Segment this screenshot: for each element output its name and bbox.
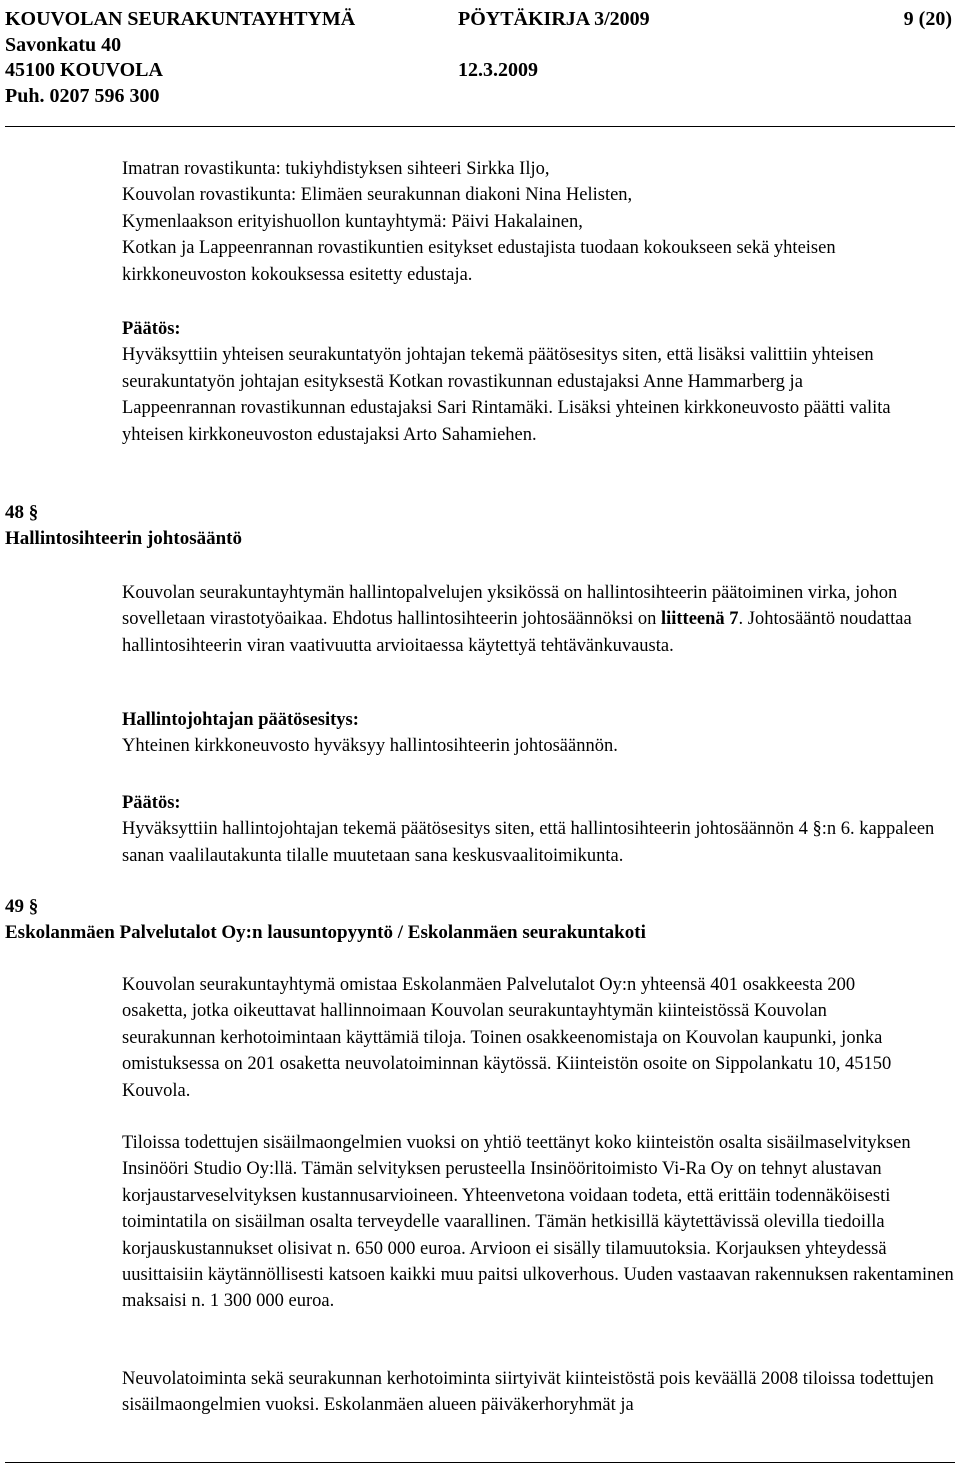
section-48-body	[122, 580, 954, 659]
header-date: 12.3.2009	[458, 59, 538, 81]
section-49-paragraph-2	[122, 1130, 954, 1315]
header-phone: Puh. 0207 596 300	[5, 85, 160, 107]
decision-text: Hyväksyttiin yhteisen seurakuntatyön johtajan tekemä päätösesitys siten, että lisäksi valittiin yhteisen seurakuntatyön johtajan esityksestä Kotkan rovastikunnan edustajaksi Anne Hammarberg ja Lappeenrannan rovastikunnan edustajaksi Sari Rintamäki. Lisäksi yhteinen kirkkoneuvosto päätti valita yhteisen kirkkoneuvoston edustajaksi Arto Sahamiehen.	[122, 345, 891, 445]
section-48-text-part: Kouvolan seurakuntayhtymän hallintopalvelujen yksikössä on hallintosihteerin päätoiminen virka, johon sovelletaan virastotyöaikaa. Ehdotus hallintosihteerin johtosäännöksi on	[122, 583, 898, 630]
decision-label: Päätös:	[122, 319, 181, 339]
section-49-paragraph-1	[122, 972, 954, 1104]
header-street-address: Savonkatu 40	[5, 34, 122, 56]
section-48-decision	[122, 790, 954, 869]
section-48-title: Hallintosihteerin johtosääntö	[5, 528, 242, 549]
header-postal-address: 45100 KOUVOLA	[5, 59, 163, 81]
intro-block	[122, 156, 954, 288]
section-48-paragraph	[122, 580, 922, 659]
paragraph: Kouvolan seurakuntayhtymä omistaa Eskolanmäen Palvelutalot Oy:n yhteensä 401 osakkeesta 200 osaketta, jotka oikeuttavat hallinnoimaan Kouvolan seurakuntayhtymän kiinteistössä Kouvolan seurakunnan kerhotoimintaan käyttämiä tiloja. Toinen osakkeenomistaja on Kouvolan kaupunki, jonka omistuksessa on 201 osaketta neuvolatoiminnan käytössä. Kiinteistön osoite on Sippolankatu 10, 45150 Kouvola.	[122, 975, 892, 1101]
section-48-proposal	[122, 707, 954, 760]
section-49-paragraph-3	[122, 1366, 954, 1419]
section-49-title: Eskolanmäen Palvelutalot Oy:n lausuntopyyntö / Eskolanmäen seurakuntakoti	[5, 922, 646, 943]
intro-line: Kouvolan rovastikunta: Elimäen seurakunnan diakoni Nina Helisten,	[122, 185, 633, 206]
proposal-text: Yhteinen kirkkoneuvosto hyväksyy hallintosihteerin johtosäännön.	[122, 736, 618, 757]
header-document-title: PÖYTÄKIRJA 3/2009	[458, 8, 650, 30]
intro-line: Kymenlaakson erityishuollon kuntayhtymä: Päivi Hakalainen,	[122, 211, 583, 232]
intro-line: Imatran rovastikunta: tukiyhdistyksen sihteeri Sirkka Iljo,	[122, 159, 550, 179]
decision-label: Päätös:	[122, 793, 181, 813]
intro-decision	[122, 316, 954, 448]
section-49-number: 49 §	[5, 896, 39, 917]
section-48-number: 48 §	[5, 502, 39, 523]
header-organization: KOUVOLAN SEURAKUNTAYHTYMÄ	[5, 8, 356, 30]
decision-text: Hyväksyttiin hallintojohtajan tekemä päätösesitys siten, että hallintosihteerin johtosäännön 4 §:n 6. kappaleen sanan vaalilautakunta tilalle muutetaan sana keskusvaalitoimikunta.	[122, 819, 935, 866]
attachment-reference: liitteenä 7	[660, 609, 739, 630]
paragraph: Tiloissa todettujen sisäilmaongelmien vuoksi on yhtiö teettänyt koko kiinteistön osalta sisäilmaselvityksen Insinööri Studio Oy:llä. Tämän selvityksen perusteella Insinööritoimisto Vi-Ra Oy on tehnyt alustavan korjaustarveselvityksen kustannusarvioineen. Yhteenvetona voidaan todeta, että erittäin todennäköisesti toimintatila on sisäilman osalta terveydelle vaarallinen. Tämän hetkisillä käytettävissä olevilla tiedoilla korjauskustannukset olisivat n. 650 000 euroa. Arvioon ei sisälly tilamuutoksia. Korjauksen yhteydessä uusittaisiin käytännöllisesti katsoen kaikki muu paitsi ulkoverhous. Uuden vastaavan rakennuksen rakentaminen maksaisi n. 1 300 000 euroa.	[122, 1133, 954, 1312]
header-page-number: 9 (20)	[903, 8, 952, 30]
footer-divider	[5, 1462, 955, 1463]
section-48-text-part: . Johtosääntö noudattaa hallintosihteerin viran vaativuutta arvioitaessa käytettyä tehtävänkuvausta.	[122, 609, 912, 656]
paragraph: Neuvolatoiminta sekä seurakunnan kerhotoiminta siirtyivät kiinteistöstä pois keväällä 2008 tiloissa todettujen sisäilmaongelmien vuoksi. Eskolanmäen alueen päiväkerhoryhmät ja	[122, 1369, 934, 1416]
intro-line: Kotkan ja Lappeenrannan rovastikuntien esitykset edustajista tuodaan kokoukseen sekä yhteisen kirkkoneuvoston kokouksessa esitetty edustaja.	[122, 238, 836, 285]
header-divider	[5, 126, 955, 127]
proposal-label: Hallintojohtajan päätösesitys:	[122, 710, 359, 730]
